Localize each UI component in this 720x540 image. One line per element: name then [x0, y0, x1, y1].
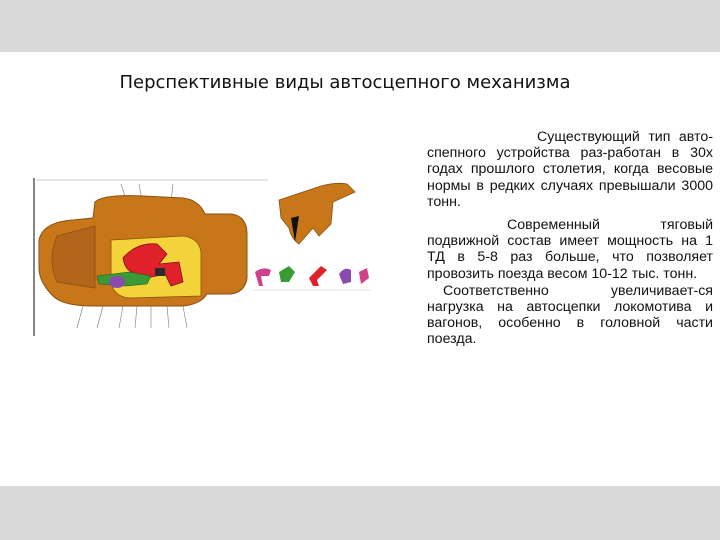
- paragraph-existing-type: Существующий тип авто-спепного устройства раз-работан в 30х годах прошлого столетия, когда весовые нормы в редких случаях превышали 3000 тонн.: [427, 129, 713, 210]
- top-band: [0, 0, 720, 52]
- bottom-band: [0, 486, 720, 540]
- paragraph-modern-stock: Современный тяговый подвижной состав имеет мощность на 1 ТД в 5-8 раз больше, что позволяет провозить поезда весом 10-12 тыс. тонн.: [427, 217, 713, 282]
- coupler-mechanism-drawing: [33, 178, 373, 338]
- paragraph-load-increase: Соответственно увеличивает-ся нагрузка на автосцепки локомотива и вагонов, особенно в головной части поезда.: [427, 282, 713, 348]
- slide-title: Перспективные виды автосцепного механизма: [119, 72, 571, 93]
- description-text: [427, 129, 713, 355]
